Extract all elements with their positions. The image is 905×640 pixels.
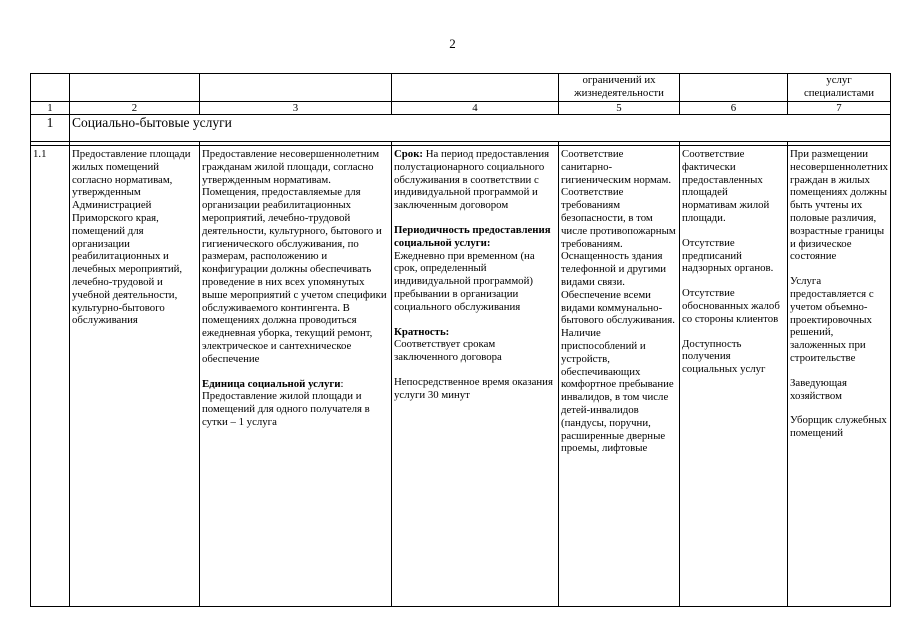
services-table: [30, 73, 891, 607]
section-number: 1: [31, 115, 70, 142]
service-row: [31, 146, 891, 607]
notes-column: [788, 146, 891, 607]
evaluation-item: Отсутствие предписаний надзорных органов.: [682, 236, 774, 275]
header-cell: [392, 74, 559, 102]
column-number: 6: [680, 102, 788, 115]
header-cell: [200, 74, 392, 102]
term-block: Срок: На период предоставления полустационарного социального обслуживания в соответствии с индивидуальной программой и заключенным договором: [394, 148, 550, 212]
column-number: 7: [788, 102, 891, 115]
note-item: Уборщик служебных помещений: [790, 414, 887, 440]
column-number: 4: [392, 102, 559, 115]
description-text: Предоставление несовершеннолетним гражданам жилой площади, согласно утвержденным нормативам. Помещения, предоставляемые для организации реабилитационных мероприятий, лечебно-трудовой деятельности, культурного, бытового и гигиенического обслуживания, по размерам, расположению и конфигурации должны обеспечивать проведение в них всех упомянутых выше мероприятий с учетом специфики обслуживаемого контингента. В помещениях должна проводиться ежедневная уборка, текущий ремонт, электрическое и сантехническое обеспечение: [202, 148, 387, 365]
column-number-row: [31, 102, 891, 115]
quality-standards: Соответствие санитарно-гигиеническим нормам. Соответствие требованиям безопасности, в том числе противопожарным требованиям. Оснащенность здания телефонной и другими видами связи. Обеспечение всеми видами коммунально-бытового обслуживания. Наличие приспособлений и устройств, обеспечивающих комфортное пребывание инвалидов, в том числе детей-инвалидов (пандусы, поручни, расширенные дверные проемы, лифтовые: [559, 146, 680, 607]
header-cell: [31, 74, 70, 102]
header-continuation-row: [31, 74, 891, 102]
row-number: 1.1: [31, 146, 70, 607]
immediate-time: Непосредственное время оказания услуги 30 минут: [394, 375, 553, 401]
section-title: Социально-бытовые услуги: [70, 115, 891, 142]
multiplicity-block: Кратность: Соответствует срокам заключенного договора: [394, 325, 502, 364]
column-number: 3: [200, 102, 392, 115]
evaluation-item: Соответствие фактически предоставленных площадей нормативам жилой площади.: [682, 148, 770, 224]
header-cell: [680, 74, 788, 102]
evaluation-item: Доступность получения социальных услуг: [682, 337, 766, 376]
column-number: 5: [559, 102, 680, 115]
unit-block: Единица социальной услуги: Предоставление жилой площади и помещений для одного получателя в сутки – 1 услуга: [202, 377, 370, 428]
periodicity-block: Периодичность предоставления социальной услуги: Ежедневно при временном (на срок, определенный индивидуальной программой) пребывании в организации социального обслуживания: [394, 223, 551, 313]
header-cell: [70, 74, 200, 102]
evaluation-item: Отсутствие обоснованных жалоб со стороны клиентов: [682, 287, 780, 325]
column-number: 2: [70, 102, 200, 115]
evaluation-criteria: [680, 146, 788, 607]
header-cell: ограничений их жизнедеятельности: [559, 74, 680, 102]
note-item: При размещении несовершеннолетних граждан в жилых помещениях должны быть учтены их половые различия, возрастные границы и физическое состояние: [790, 148, 889, 263]
page-number: 2: [449, 36, 456, 51]
section-row: [31, 115, 891, 142]
service-name: Предоставление площади жилых помещений согласно нормативам, утвержденным Администрацией Приморского края, помещений для организации реабилитационных и лечебных мероприятий, лечебно-трудовой и учебной деятельности, культурно-бытового обслуживания: [70, 146, 200, 607]
note-item: Заведующая хозяйством: [790, 376, 847, 402]
service-description: [200, 146, 392, 607]
note-item: Услуга предоставляется с учетом объемно-проектировочных решений, заложенных при строительстве: [790, 275, 874, 364]
service-terms: [392, 146, 559, 607]
header-cell: услуг специалистами: [788, 74, 891, 102]
column-number: 1: [31, 102, 70, 115]
